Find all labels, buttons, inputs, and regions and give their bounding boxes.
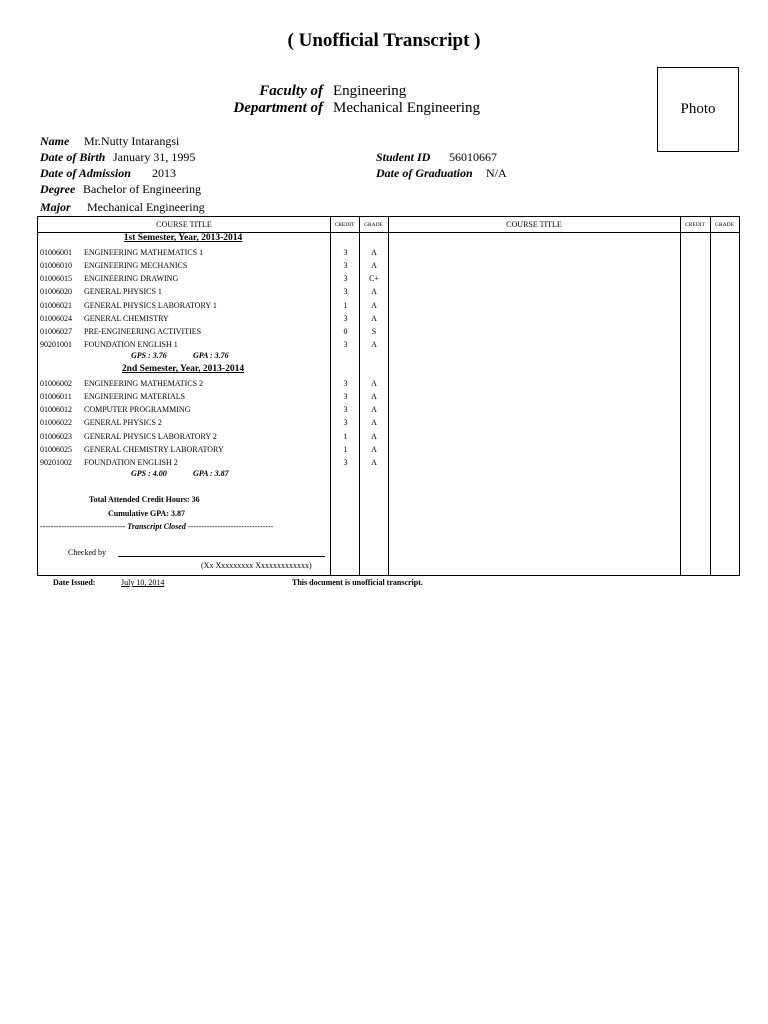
photo-box (657, 67, 739, 152)
course-row (38, 272, 739, 285)
course-row (38, 285, 739, 298)
course-grade: A (371, 313, 377, 323)
course-grade: C+ (369, 274, 379, 284)
semester-2-title: 2nd Semester, Year, 2013-2014 (121, 364, 245, 374)
course-name: GENERAL PHYSICS LABORATORY 1 (84, 300, 217, 310)
checked-by-label: Checked by (68, 548, 106, 557)
semester-1-gps: GPS : 3.76 (131, 351, 167, 360)
unofficial-note: This document is unofficial transcript. (292, 578, 423, 587)
graduation-row (376, 166, 473, 181)
course-code: 01006002 (40, 379, 72, 388)
course-name: ENGINEERING DRAWING (84, 274, 179, 284)
course-name: COMPUTER PROGRAMMING (84, 405, 191, 415)
course-name: GENERAL PHYSICS LABORATORY 2 (84, 431, 217, 441)
course-credit: 1 (343, 300, 348, 310)
course-name: ENGINEERING MATHEMATICS 1 (84, 248, 204, 257)
header-course-title-left: COURSE TITLE (156, 220, 212, 229)
course-grade: A (371, 300, 377, 310)
course-grade: S (371, 326, 377, 336)
course-name: ENGINEERING MATHEMATICS 2 (84, 379, 204, 388)
total-credit-hours: Total Attended Credit Hours: 36 (89, 495, 200, 504)
admission-label: Date of Admission (40, 166, 131, 180)
course-code: 01006022 (40, 418, 72, 428)
semester-1-title: 1st Semester, Year, 2013-2014 (123, 233, 243, 243)
course-row (38, 259, 739, 272)
major-row (40, 200, 71, 215)
degree-row (40, 182, 75, 197)
degree-value: Bachelor of Engineering (83, 182, 201, 196)
course-grade: A (371, 261, 377, 271)
course-credit: 3 (343, 287, 348, 297)
major-label: Major (40, 200, 71, 214)
course-code: 90201001 (40, 340, 72, 350)
faculty-value: Engineering (333, 83, 407, 99)
course-credit: 3 (343, 379, 348, 388)
course-name: GENERAL PHYSICS 2 (84, 418, 162, 428)
closed-dashes-left: -------------------------------- (40, 522, 126, 531)
course-name: GENERAL CHEMISTRY LABORATORY (84, 444, 224, 454)
graduation-label: Date of Graduation (376, 166, 473, 180)
course-credit: 3 (343, 248, 348, 257)
course-credit: 3 (343, 392, 348, 402)
course-grade: A (371, 418, 377, 428)
course-code: 01006025 (40, 444, 72, 454)
course-grade: A (371, 340, 377, 350)
student-name: Mr.Nutty Intarangsi (84, 134, 180, 148)
course-code: 90201002 (40, 457, 72, 467)
department-value: Mechanical Engineering (333, 100, 481, 116)
semester-2-gpa: GPA : 3.87 (193, 469, 229, 478)
course-row (38, 403, 739, 416)
course-grade: A (371, 444, 377, 454)
course-name: FOUNDATION ENGLISH 1 (84, 340, 178, 350)
header-credit-right: CREDIT (685, 222, 705, 228)
course-code: 01006010 (40, 261, 72, 271)
course-row (38, 338, 739, 351)
name-row (40, 134, 69, 149)
student-id-value: 56010667 (449, 150, 497, 164)
closed-dashes-right: -------------------------------- (187, 522, 274, 531)
header-credit-left: CREDIT (334, 222, 355, 228)
course-row (38, 416, 739, 429)
transcript-table (37, 216, 740, 576)
page-title: ( Unofficial Transcript ) (287, 30, 481, 51)
course-credit: 3 (343, 457, 348, 467)
photo-label: Photo (680, 101, 716, 117)
course-credit: 3 (343, 274, 348, 284)
graduation-value: N/A (486, 166, 507, 180)
signer-name: (Xx Xxxxxxxxx Xxxxxxxxxxxxx) (201, 561, 312, 570)
course-name: PRE-ENGINEERING ACTIVITIES (84, 326, 202, 336)
course-grade: A (371, 431, 377, 441)
degree-label: Degree (40, 182, 76, 196)
course-credit: 0 (343, 326, 348, 336)
department-label: Department of (233, 100, 323, 116)
course-code: 01006015 (40, 274, 72, 284)
course-row (38, 456, 739, 469)
transcript-closed-text: Transcript Closed (127, 522, 186, 531)
header-course-title-right: COURSE TITLE (506, 220, 562, 229)
course-grade: A (371, 457, 377, 467)
admission-value: 2013 (152, 166, 176, 180)
course-name: FOUNDATION ENGLISH 2 (84, 457, 178, 467)
course-code: 01006020 (40, 287, 72, 297)
course-row (38, 299, 739, 312)
semester-2-gps: GPS : 4.00 (131, 469, 167, 478)
header-grade-right: GRADE (715, 222, 734, 228)
faculty-label: Faculty of (259, 83, 323, 99)
course-row (38, 325, 739, 338)
cumulative-gpa: Cumulative GPA: 3.87 (108, 509, 185, 518)
dob-value: January 31, 1995 (113, 150, 196, 164)
course-name: GENERAL PHYSICS 1 (84, 287, 162, 297)
course-credit: 3 (343, 340, 348, 350)
course-name: ENGINEERING MECHANICS (84, 261, 188, 271)
course-grade: A (371, 405, 377, 415)
course-code: 01006024 (40, 313, 72, 323)
course-row (38, 390, 739, 403)
dob-row (40, 150, 105, 165)
header-grade-left: GRADE (364, 222, 383, 228)
course-code: 01006023 (40, 431, 72, 441)
course-credit: 1 (343, 444, 348, 454)
course-credit: 1 (343, 431, 348, 441)
name-label: Name (40, 134, 70, 148)
course-grade: A (371, 248, 377, 257)
course-row (38, 246, 739, 259)
transcript-closed-line (40, 522, 273, 531)
course-row (38, 443, 739, 456)
course-credit: 3 (343, 418, 348, 428)
course-credit: 3 (343, 261, 348, 271)
date-issued-value: July 10, 2014 (121, 578, 165, 587)
student-id-label: Student ID (376, 150, 431, 164)
date-issued-label: Date Issued: (53, 578, 96, 587)
course-code: 01006027 (40, 326, 72, 336)
course-code: 01006011 (40, 392, 72, 402)
course-grade: A (371, 287, 377, 297)
major-value: Mechanical Engineering (87, 200, 205, 214)
semester-1-gpa: GPA : 3.76 (193, 351, 229, 360)
course-code: 01006001 (40, 248, 72, 257)
course-credit: 3 (343, 313, 348, 323)
course-code: 01006012 (40, 405, 72, 415)
student-id-row (376, 150, 430, 165)
dob-label: Date of Birth (40, 150, 106, 164)
course-grade: A (371, 379, 377, 388)
admission-row (40, 166, 131, 181)
course-row (38, 312, 739, 325)
course-name: GENERAL CHEMISTRY (84, 313, 169, 323)
course-name: ENGINEERING MATERIALS (84, 392, 186, 402)
signature-line (118, 556, 325, 557)
course-grade: A (371, 392, 377, 402)
course-row (38, 430, 739, 443)
course-code: 01006021 (40, 300, 72, 310)
course-credit: 3 (343, 405, 348, 415)
course-row (38, 377, 739, 390)
